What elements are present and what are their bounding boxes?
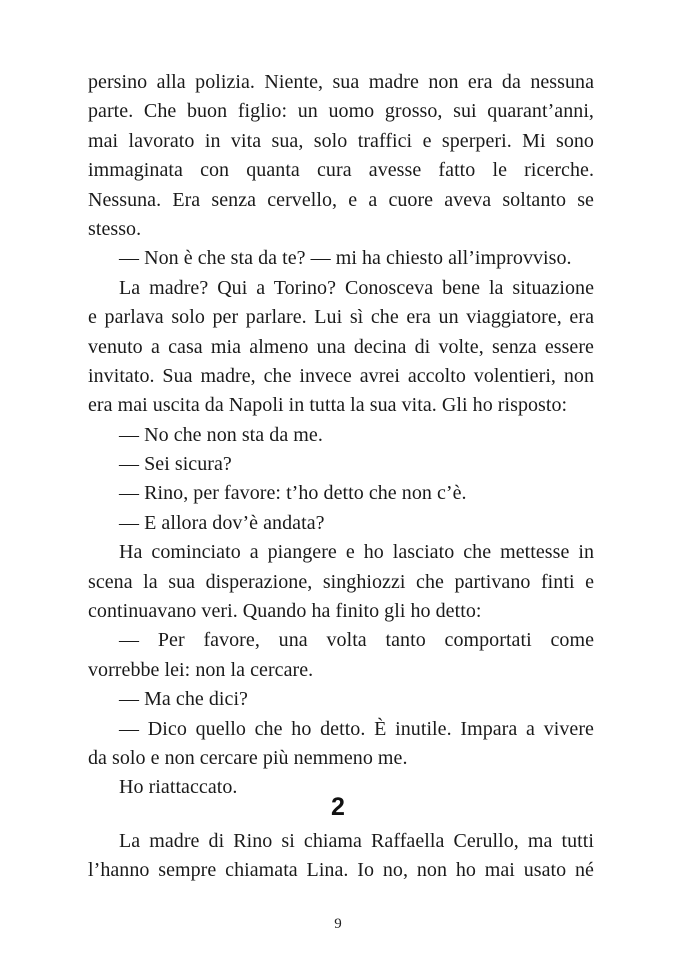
text-line: e parlava solo per parlare. Lui sì che era un viaggiatore, era <box>88 306 594 329</box>
dialogue-line: — Ma che dici? <box>119 688 248 711</box>
text-line: scena la sua disperazione, singhiozzi che partivano finti e <box>88 570 594 593</box>
text-line: La madre di Rino si chiama Raffaella Cerullo, ma tutti <box>119 830 594 852</box>
text-line: Ha cominciato a piangere e ho lasciato che mettesse in <box>119 541 594 564</box>
text-line: mai lavorato in vita sua, solo traffici e sperperi. Mi sono <box>88 129 594 152</box>
text-line: stesso. <box>88 217 142 240</box>
chapter-number: 2 <box>331 793 345 821</box>
dialogue-line: — Non è che sta da te? — mi ha chiesto all’improvviso. <box>119 247 572 270</box>
dialogue-line: — E allora dov’è andata? <box>119 511 325 534</box>
page-number: 9 <box>334 916 342 932</box>
dialogue-line: — Sei sicura? <box>119 453 232 476</box>
text-line: Nessuna. Era senza cervello, e a cuore aveva soltanto se <box>88 188 594 211</box>
text-line: immaginata con quanta cura avesse fatto le ricerche. <box>88 159 594 182</box>
text-line: continuavano veri. Quando ha finito gli ho detto: <box>88 600 482 623</box>
text-line: invitato. Sua madre, che invece avrei accolto volentieri, non <box>88 364 594 387</box>
text-line: La madre? Qui a Torino? Conosceva bene la situazione <box>119 276 594 299</box>
text-line: venuto a casa mia almeno una decina di volte, senza essere <box>88 335 594 358</box>
text-line: parte. Che buon figlio: un uomo grosso, sui quarant’anni, <box>88 100 594 123</box>
dialogue-line: — Dico quello che ho detto. È inutile. Impara a vivere <box>119 717 594 740</box>
text-line: da solo e non cercare più nemmeno me. <box>88 746 408 769</box>
text-line: Ho riattaccato. <box>119 776 238 799</box>
dialogue-line: — Per favore, una volta tanto comportati come <box>119 629 594 652</box>
body-text-block-1 <box>88 68 594 803</box>
dialogue-line: — Rino, per favore: t’ho detto che non c’è. <box>119 482 467 505</box>
text-line: era mai uscita da Napoli in tutta la sua vita. Gli ho risposto: <box>88 394 568 417</box>
dialogue-line: — No che non sta da me. <box>119 423 323 446</box>
text-line: vorrebbe lei: non la cercare. <box>88 658 314 681</box>
text-line: l’hanno sempre chiamata Lina. Io no, non ho mai usato né <box>88 859 594 882</box>
body-text-block-2 <box>88 827 594 886</box>
text-line: persino alla polizia. Niente, sua madre non era da nessuna <box>88 71 594 93</box>
